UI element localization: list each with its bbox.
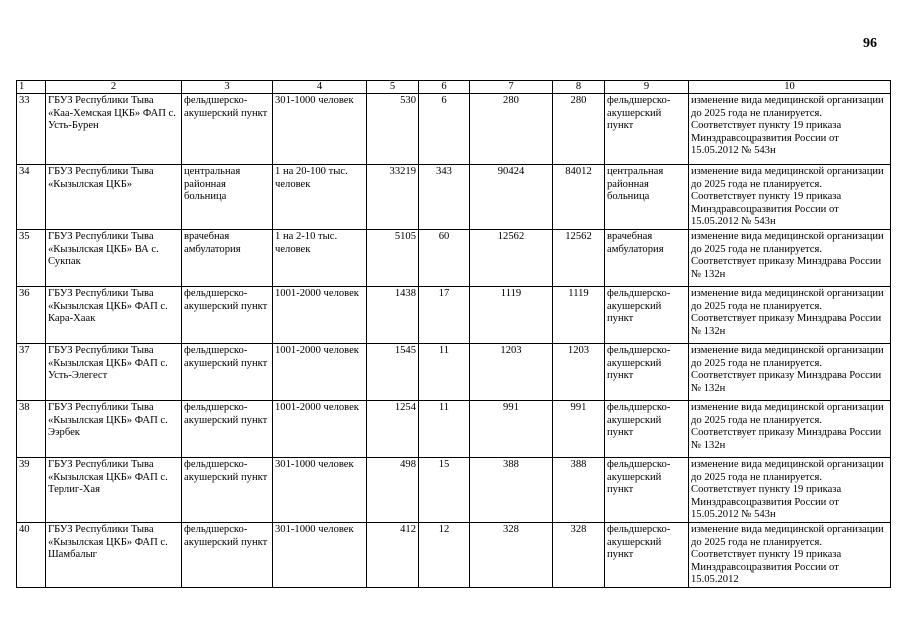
- table-row: [17, 400, 891, 457]
- value-col6: 60: [419, 229, 470, 286]
- population-norm: 1001-2000 человек: [273, 286, 367, 343]
- value-col8: 12562: [553, 229, 605, 286]
- row-number: 33: [17, 94, 46, 165]
- value-col8: 84012: [553, 165, 605, 230]
- column-header: 6: [419, 81, 470, 94]
- value-col5: 412: [367, 522, 419, 587]
- row-number: 40: [17, 522, 46, 587]
- value-col6: 17: [419, 286, 470, 343]
- facility-type: фельдшерско-акушерский пункт: [182, 522, 273, 587]
- value-col8: 388: [553, 457, 605, 522]
- value-col5: 33219: [367, 165, 419, 230]
- value-col6: 15: [419, 457, 470, 522]
- facility-name: ГБУЗ Республики Тыва «Кызылская ЦКБ» ВА с. Сукпак: [46, 229, 182, 286]
- note: изменение вида медицинской организации до 2025 года не планируется. Соответствует приказу Минздрава России № 132н: [689, 286, 891, 343]
- page-number: 96: [863, 36, 877, 51]
- value-col6: 11: [419, 400, 470, 457]
- row-number: 34: [17, 165, 46, 230]
- value-col7: 991: [470, 400, 553, 457]
- value-col8: 280: [553, 94, 605, 165]
- facility-type: фельдшерско-акушерский пункт: [182, 343, 273, 400]
- planned-type: фельдшерско-акушерский пункт: [605, 286, 689, 343]
- table-row: [17, 94, 891, 165]
- planned-type: фельдшерско-акушерский пункт: [605, 522, 689, 587]
- value-col7: 328: [470, 522, 553, 587]
- column-header: 3: [182, 81, 273, 94]
- column-header: 9: [605, 81, 689, 94]
- value-col7: 1203: [470, 343, 553, 400]
- note: изменение вида медицинской организации до 2025 года не планируется. Соответствует пункту 19 приказа Минздравсоцразвития России от 15.05.2012 № 543н: [689, 457, 891, 522]
- planned-type: фельдшерско-акушерский пункт: [605, 94, 689, 165]
- value-col5: 1545: [367, 343, 419, 400]
- facility-name: ГБУЗ Республики Тыва «Кызылская ЦКБ» ФАП с. Кара-Хаак: [46, 286, 182, 343]
- facility-type: фельдшерско-акушерский пункт: [182, 286, 273, 343]
- value-col5: 1254: [367, 400, 419, 457]
- value-col5: 530: [367, 94, 419, 165]
- value-col8: 1203: [553, 343, 605, 400]
- facility-type: центральная районная больница: [182, 165, 273, 230]
- column-header: 4: [273, 81, 367, 94]
- facilities-table: [16, 80, 891, 588]
- value-col5: 5105: [367, 229, 419, 286]
- table-row: [17, 286, 891, 343]
- table-row: [17, 457, 891, 522]
- value-col7: 388: [470, 457, 553, 522]
- population-norm: 1001-2000 человек: [273, 400, 367, 457]
- population-norm: 301-1000 человек: [273, 522, 367, 587]
- value-col8: 328: [553, 522, 605, 587]
- value-col6: 12: [419, 522, 470, 587]
- population-norm: 1 на 2-10 тыс. человек: [273, 229, 367, 286]
- population-norm: 1001-2000 человек: [273, 343, 367, 400]
- column-header: 8: [553, 81, 605, 94]
- row-number: 38: [17, 400, 46, 457]
- row-number: 39: [17, 457, 46, 522]
- column-header: 7: [470, 81, 553, 94]
- facility-type: фельдшерско-акушерский пункт: [182, 94, 273, 165]
- planned-type: врачебная амбулатория: [605, 229, 689, 286]
- column-header: 5: [367, 81, 419, 94]
- population-norm: 301-1000 человек: [273, 457, 367, 522]
- facility-name: ГБУЗ Республики Тыва «Кызылская ЦКБ»: [46, 165, 182, 230]
- planned-type: фельдшерско-акушерский пункт: [605, 400, 689, 457]
- planned-type: фельдшерско-акушерский пункт: [605, 457, 689, 522]
- header-row: [17, 81, 891, 94]
- facility-type: фельдшерско-акушерский пункт: [182, 400, 273, 457]
- note: изменение вида медицинской организации до 2025 года не планируется. Соответствует приказу Минздрава России № 132н: [689, 400, 891, 457]
- facility-name: ГБУЗ Республики Тыва «Кызылская ЦКБ» ФАП с. Шамбалыг: [46, 522, 182, 587]
- value-col6: 6: [419, 94, 470, 165]
- facility-name: ГБУЗ Республики Тыва «Кызылская ЦКБ» ФАП с. Усть-Элегест: [46, 343, 182, 400]
- note: изменение вида медицинской организации до 2025 года не планируется. Соответствует пункту 19 приказа Минздравсоцразвития России от 15.05.2012 № 543н: [689, 165, 891, 230]
- population-norm: 1 на 20-100 тыс. человек: [273, 165, 367, 230]
- note: изменение вида медицинской организации до 2025 года не планируется. Соответствует приказу Минздрава России № 132н: [689, 229, 891, 286]
- value-col7: 280: [470, 94, 553, 165]
- facility-name: ГБУЗ Республики Тыва «Кызылская ЦКБ» ФАП с. Ээрбек: [46, 400, 182, 457]
- value-col5: 498: [367, 457, 419, 522]
- note: изменение вида медицинской организации до 2025 года не планируется. Соответствует пункту 19 приказа Минздравсоцразвития России от 15.05.2012 № 543н: [689, 94, 891, 165]
- value-col7: 90424: [470, 165, 553, 230]
- value-col6: 11: [419, 343, 470, 400]
- value-col5: 1438: [367, 286, 419, 343]
- row-number: 35: [17, 229, 46, 286]
- table-body: [17, 94, 891, 588]
- note: изменение вида медицинской организации до 2025 года не планируется. Соответствует приказу Минздрава России № 132н: [689, 343, 891, 400]
- table-row: [17, 229, 891, 286]
- note: изменение вида медицинской организации до 2025 года не планируется. Соответствует пункту 19 приказа Минздравсоцразвития России от 15.05.2012: [689, 522, 891, 587]
- planned-type: фельдшерско-акушерский пункт: [605, 343, 689, 400]
- column-header: 1: [17, 81, 46, 94]
- facility-type: врачебная амбулатория: [182, 229, 273, 286]
- value-col7: 1119: [470, 286, 553, 343]
- value-col6: 343: [419, 165, 470, 230]
- column-header: 2: [46, 81, 182, 94]
- population-norm: 301-1000 человек: [273, 94, 367, 165]
- facility-name: ГБУЗ Республики Тыва «Каа-Хемская ЦКБ» ФАП с. Усть-Бурен: [46, 94, 182, 165]
- value-col8: 1119: [553, 286, 605, 343]
- facility-type: фельдшерско-акушерский пункт: [182, 457, 273, 522]
- facility-name: ГБУЗ Республики Тыва «Кызылская ЦКБ» ФАП с. Терлиг-Хая: [46, 457, 182, 522]
- row-number: 36: [17, 286, 46, 343]
- value-col7: 12562: [470, 229, 553, 286]
- table-row: [17, 343, 891, 400]
- row-number: 37: [17, 343, 46, 400]
- table-row: [17, 165, 891, 230]
- value-col8: 991: [553, 400, 605, 457]
- column-header: 10: [689, 81, 891, 94]
- planned-type: центральная районная больница: [605, 165, 689, 230]
- table-row: [17, 522, 891, 587]
